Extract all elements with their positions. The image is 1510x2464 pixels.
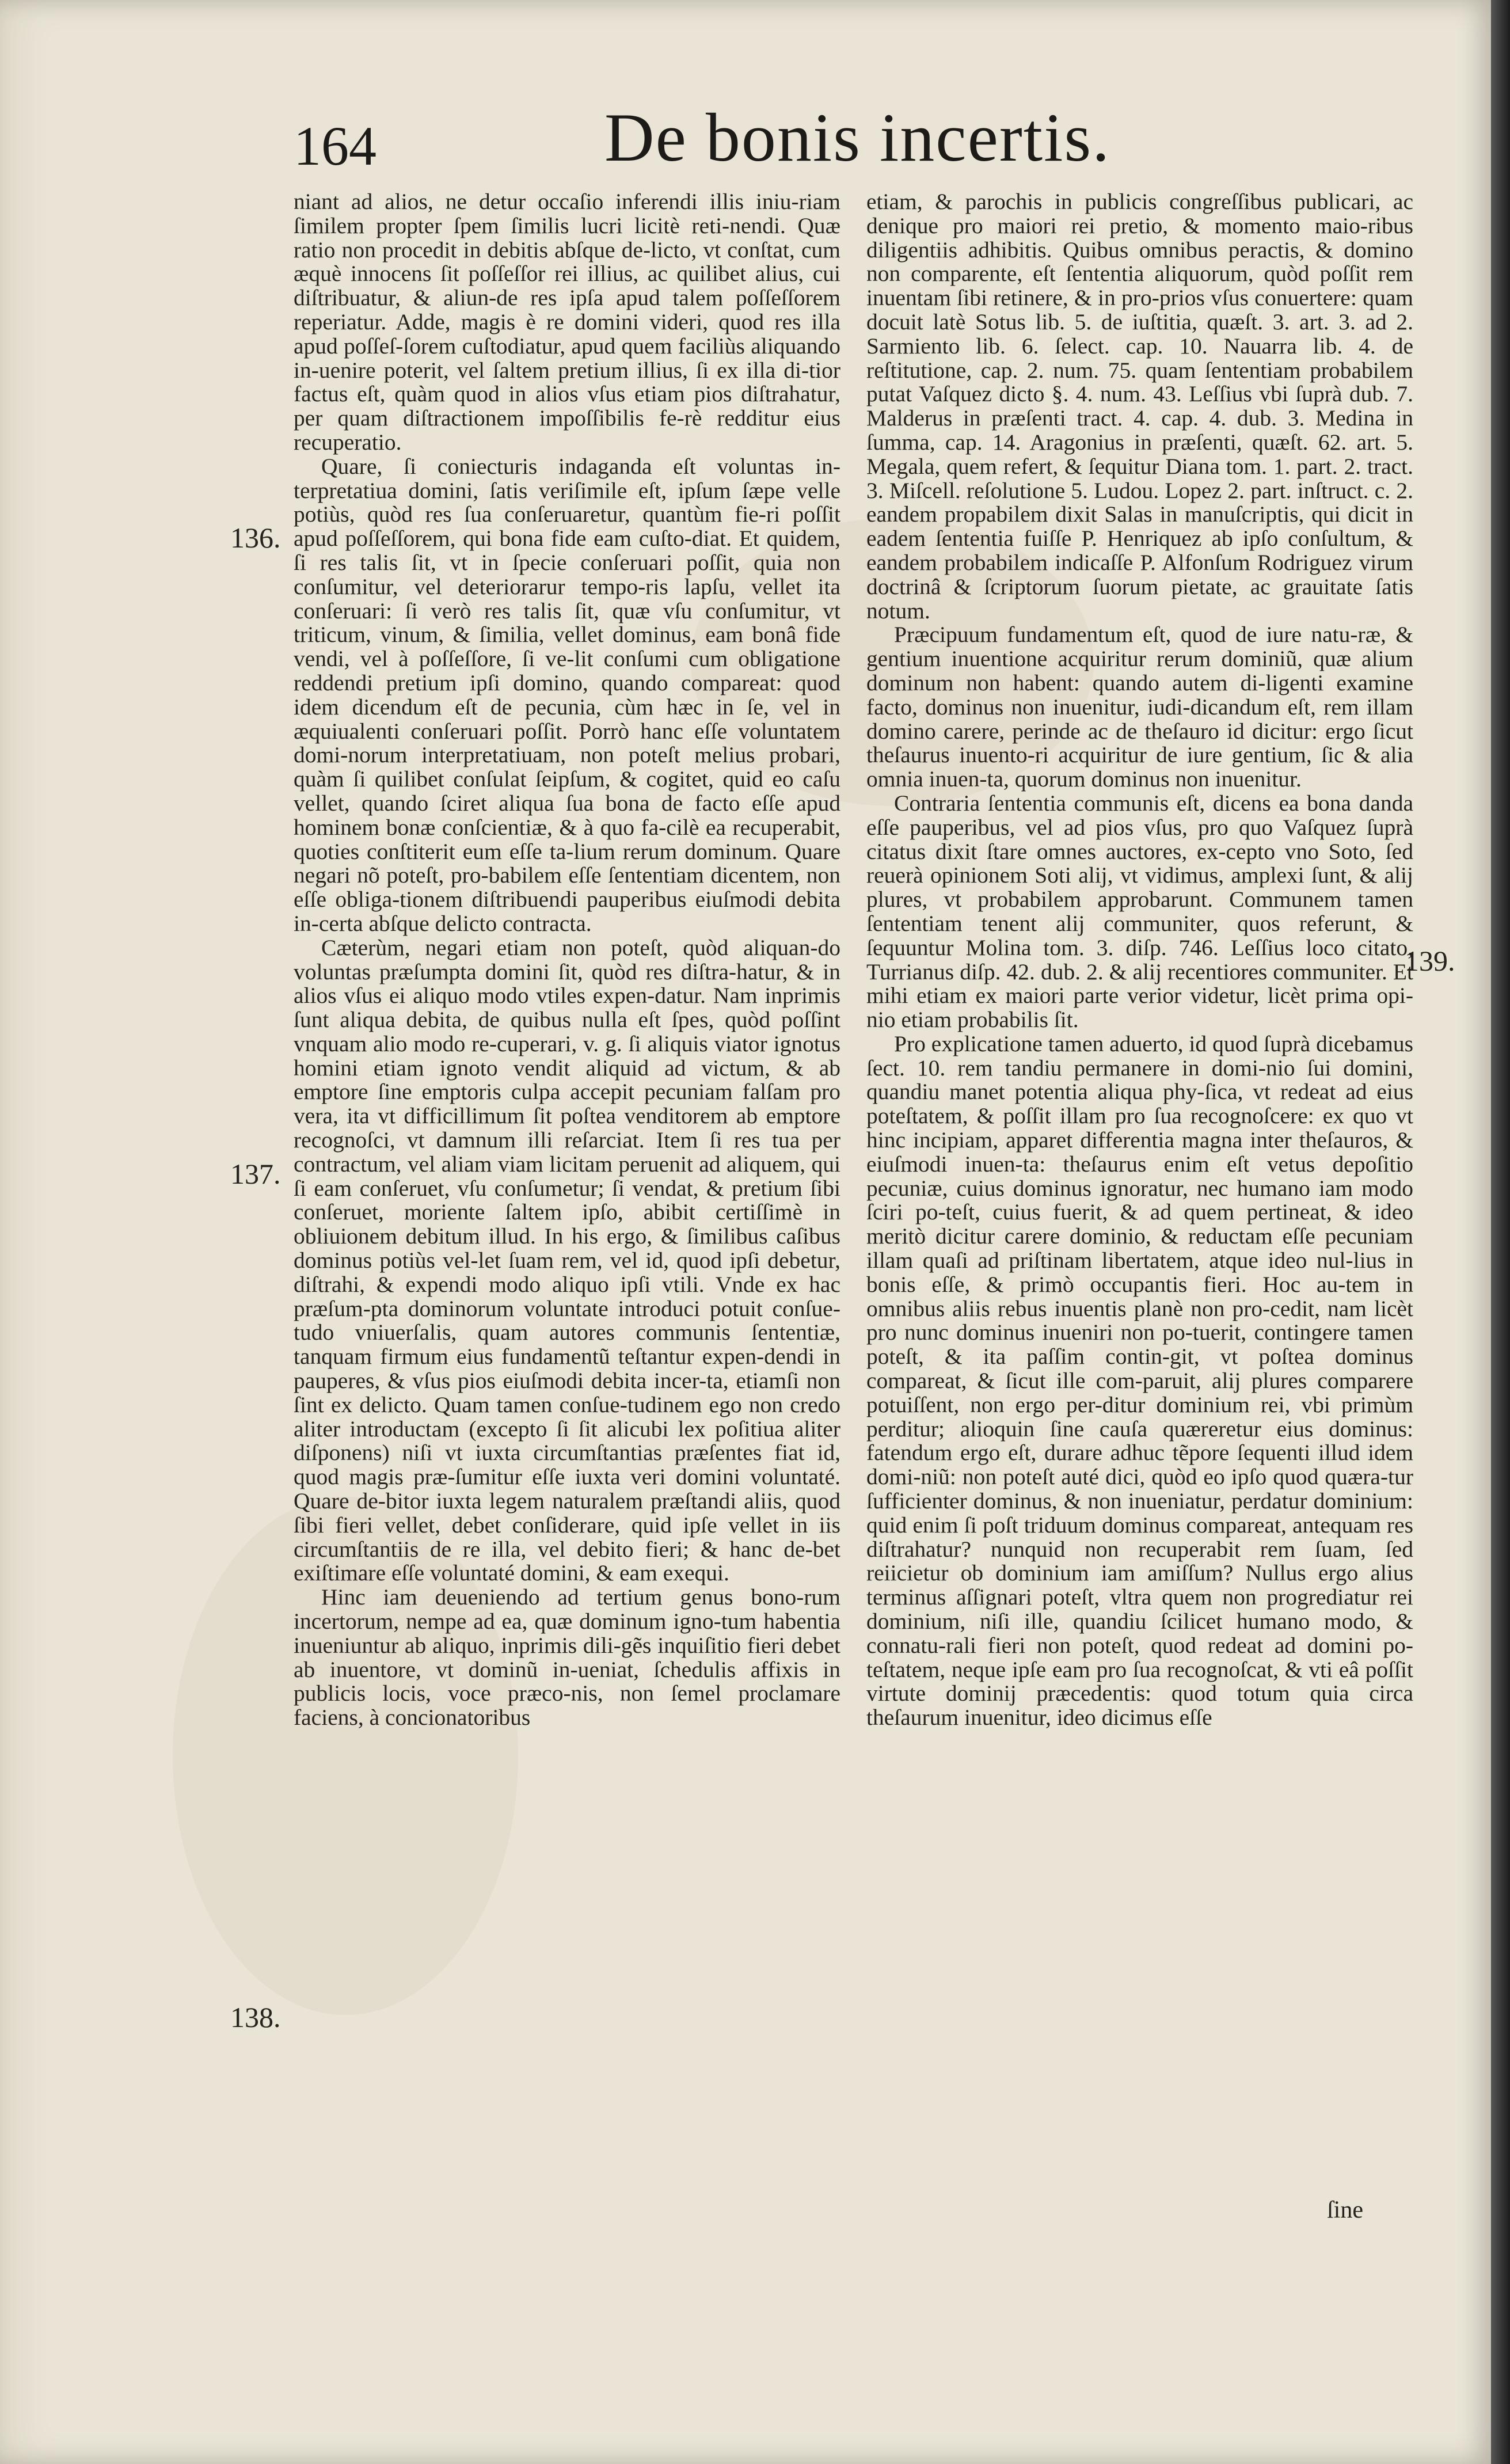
paragraph: etiam, & parochis in publicis congreſſibus publicari, ac denique pro maiori rei pretio, & momento maio-ribus diligentiis adhibitis. Quibus omnibus peractis, & domino non comparente, eſt ſententia aliquorum, quòd poſſit rem inuentam ſibi retinere, & in pro-prios vſus conuertere: quam docuit latè Sotus lib. 5. de iuſtitia, quæſt. 3. art. 3. ad 2. Sarmiento lib. 6. ſelect. cap. 10. Nauarra lib. 4. de reſtitutione, cap. 2. num. 75. quam ſententiam probabilem putat Vaſquez dicto §. 4. num. 43. Leſſius vbi ſuprà dub. 7. Malderus in præſenti tract. 4. cap. 4. dub. 3. Medina in ſumma, cap. 14. Aragonius in præſenti, quæſt. 62. art. 5. Megala, quem refert, & ſequitur Diana tom. 1. part. 2. tract. 3. Miſcell. reſolutione 5. Ludou. Lopez 2. part. inſtruct. c. 2. eandem propabilem dixit Salas in manuſcriptis, qui dicit in eadem ſententia fuiſſe P. Henriquez ab ipſo conſultum, & eandem probabilem indicaſſe P. Alfonſum Rodriguez virum doctrinâ & ſcriptorum ſuorum pietate, ac grauitate ſatis notum. xyxy=(866,190,1413,623)
paragraph: Quare, ſi coniecturis indaganda eſt voluntas in-terpretatiua domini, ſatis veriſimile eſt, ipſum ſæpe velle potiùs, quòd res ſua conſeruaretur, quantùm fie-ri poſſit apud poſſeſſorem, qui bona fide eam cuſto-diat. Et quidem, ſi res talis ſit, vt in ſpecie conſeruari poſſit, quia non conſumitur, vel deteriorarur tempo-ris lapſu, vellet ita conſeruari: ſi verò res talis ſit, quæ vſu conſumitur, vt triticum, vinum, & ſimilia, vellet dominus, eam bonâ fide vendi, vel à poſſeſſore, ſi ve-lit conſumi cum obligatione reddendi pretium ipſi domino, quando compareat: quod idem dicendum eſt de pecunia, cùm hæc in ſe, vel in æquiualenti conſeruari poſſit. Porrò hanc eſſe voluntatem domi-norum interpretatiuam, non poteſt melius probari, quàm ſi quilibet conſulat ſeipſum, & cogitet, quid eo caſu vellet, quando ſciret aliqua ſua bona de facto eſſe apud hominem bonæ conſcientiæ, & à quo fa-cilè ea recuperabit, quoties conſtiterit eum eſſe ta-lium rerum dominum. Quare negari nõ poteſt, pro-babilem eſſe ſententiam dicentem, non eſſe obliga-tionem diſtribuendi pauperibus eiuſmodi debita in-certa abſque delicto contracta. xyxy=(294,453,840,936)
margin-number-136: 136. xyxy=(230,522,281,554)
paragraph: Cæterùm, negari etiam non poteſt, quòd aliquan-do voluntas præſumpta domini ſit, quòd res diſtra-hatur, & in alios vſus ei aliquo modo vtiles expen-datur. Nam inprimis ſunt aliqua debita, de quibus nulla eſt ſpes, quòd poſſint vnquam alio modo re-cuperari, v. g. ſi aliquis viator ignotus homini etiam ignoto vendit aliquid ad victum, & ab emptore ſine emptoris culpa accepit pecuniam falſam pro vera, ita vt difficillimum ſit poſtea venditorem ab emptore recognoſci, vt damnum illi reſarciat. Item ſi res tua per contractum, vel aliam viam licitam peruenit ad aliquem, qui ſi eam conſeruet, vſu conſumetur; ſi vendat, & pretium ſibi conſeruet, moriente ſaltem ipſo, abibit certiſſimè in obliuionem debitum illud. In his ergo, & ſimilibus caſibus dominus potiùs vel-let ſuam rem, vel id, quod ipſi debetur, diſtrahi, & expendi modo aliquo ipſi vtili. Vnde ex hac præſum-pta dominorum voluntate introduci potuit conſue-tudo vniuerſalis, quam autores communis ſententiæ, tanquam firmum eius fundamentũ teſtantur expen-dendi in pauperes, & vſus pios eiuſmodi debita incer-ta, etiamſi non ſint ex delicto. Quam tamen conſue-tudinem ego non credo aliter introductam (excepto ſi ſit alicubi lex poſitiua aliter diſponens) niſi vt iuxta circumſtantias præſentes fiat id, quod magis præ-ſumitur eſſe iuxta veri domini voluntaté. Quare de-bitor iuxta legem naturalem præſtandi aliis, quod ſibi fieri vellet, debet conſiderare, quid ipſe vellet in iis circumſtantiis de re illa, vel debito fieri; & hanc de-bet exiſtimare eſſe voluntaté domini, & eam exequi. xyxy=(294,934,840,1586)
paragraph: Hinc iam deueniendo ad tertium genus bono-rum incertorum, nempe ad ea, quæ dominum igno-tum habentia inueniuntur ab aliquo, inprimis dili-gẽs inquiſitio fieri debet ab inuentore, vt dominũ in-ueniat, ſchedulis affixis in publicis locis, voce præco-nis, non ſemel proclamare faciens, à concionatoribus xyxy=(294,1584,840,1731)
right-column xyxy=(866,190,1413,2239)
margin-number-138: 138. xyxy=(230,2001,281,2033)
page-header xyxy=(294,98,1111,184)
left-column xyxy=(294,190,840,2239)
running-title: De bonis incertis. xyxy=(604,99,1111,176)
catchword: ſine xyxy=(1327,2197,1363,2223)
paragraph: niant ad alios, ne detur occaſio inferendi illis iniu-riam ſimilem propter ſpem ſimilis lucri licitè reti-nendi. Quæ ratio non procedit in debitis abſque de-licto, vt conſtat, cum æquè innocens ſit poſſeſſor rei illius, ac quilibet alius, cui diſtribuatur, & aliun-de res ipſa apud talem poſſeſſorem reperiatur. Adde, magis è re domini videri, quod res illa apud poſſeſ-ſorem cuſtodiatur, apud quem faciliùs aliquando in-uenire poterit, vel ſaltem pretium illius, ſi ex illa di-tior factus eſt, quàm quod in alios vſus etiam pios diſtrahatur, per quam diſtractionem impoſſibilis fe-rè redditur eius recuperatio. xyxy=(294,190,840,455)
margin-number-139: 139. xyxy=(1405,945,1455,977)
paragraph: Pro explicatione tamen aduerto, id quod ſuprà dicebamus ſect. 10. rem tandiu permanere in domi-nio ſui domini, quandiu manet potentia aliqua phy-ſica, vt redeat ad eius poteſtatem, & poſſit illam pro ſua recognoſcere: ex quo vt hinc incipiam, apparet differentia magna inter theſauros, & eiuſmodi inuen-ta: theſaurus enim eſt vetus depoſitio pecuniæ, cuius dominus ignoratur, nec humano iam modo ſciri po-teſt, cuius fuerit, & ad quem pertineat, & ideo meritò dicitur carere dominio, & reductam eſſe pecuniam illam quaſi ad priſtinam libertatem, atque ideo nul-lius in bonis eſſe, & primò occupantis fieri. Hoc au-tem in omnibus aliis rebus inuentis planè non pro-cedit, nam licèt pro nunc dominus inueniri non po-tuerit, contingere tamen poteſt, & ita paſſim contin-git, vt poſtea dominus compareat, & ſicut ille com-paruit, alij plures comparere potuiſſent, non ergo per-ditur dominium rei, vbi primùm perditur; alioquin ſine cauſa quæreretur eius dominus: fatendum ergo eſt, durare adhuc tẽpore ſequenti illud idem domi-niũ: non poteſt auté dici, quòd eo ipſo quod quæra-tur ſufficienter dominus, & non inueniatur, perdatur dominium: quid enim ſi poſt triduum dominus compareat, antequam res diſtrahatur? nunquid non recuperabit rem ſuam, ſed reiicietur ob dominium iam amiſſum? Nullus ergo alius terminus aſſignari poteſt, vltra quem non progrediatur rei dominium, niſi ille, quandiu ſcilicet humano modo, & connatu-rali fieri non poteſt, quod redeat ad domini po-teſtatem, neque ipſe eam pro ſua recognoſcat, & vti eâ poſſit virtute dominij præcedentis: quod totum quia circa theſaurum inuenitur, ideo dicimus eſſe xyxy=(866,1031,1413,1731)
page-edge xyxy=(1491,0,1510,2464)
margin-number-137: 137. xyxy=(230,1158,281,1190)
paragraph: Præcipuum fundamentum eſt, quod de iure natu-ræ, & gentium inuentione acquiritur rerum dominiũ, quæ alium dominum non habent: quando autem di-ligenti examine facto, dominus non inuenitur, iudi-dicandum eſt, rem illam domino carere, perinde ac de theſauro id dicitur: ergo ſicut theſaurus inuento-ri acquiritur de iure gentium, ſic & alia omnia inuen-ta, quorum dominus non inuenitur. xyxy=(866,622,1413,792)
paragraph: Contraria ſententia communis eſt, dicens ea bona danda eſſe pauperibus, vel ad pios vſus, pro quo Vaſquez ſuprà citatus dixit ſtare omnes auctores, ex-cepto vno Soto, ſed reuerà opinionem Soti alij, vt vidimus, amplexi ſunt, & alij plures, vt probabilem approbarunt. Communem tamen ſententiam tenent alij communiter, quos referunt, & ſequuntur Molina tom. 3. diſp. 746. Leſſius loco citato, Turrianus diſp. 42. dub. 2. & alij recentiores communiter. Et mihi etiam ex maiori parte verior videtur, licèt prima opi-nio etiam probabilis ſit. xyxy=(866,790,1413,1033)
page-number: 164 xyxy=(294,115,376,177)
